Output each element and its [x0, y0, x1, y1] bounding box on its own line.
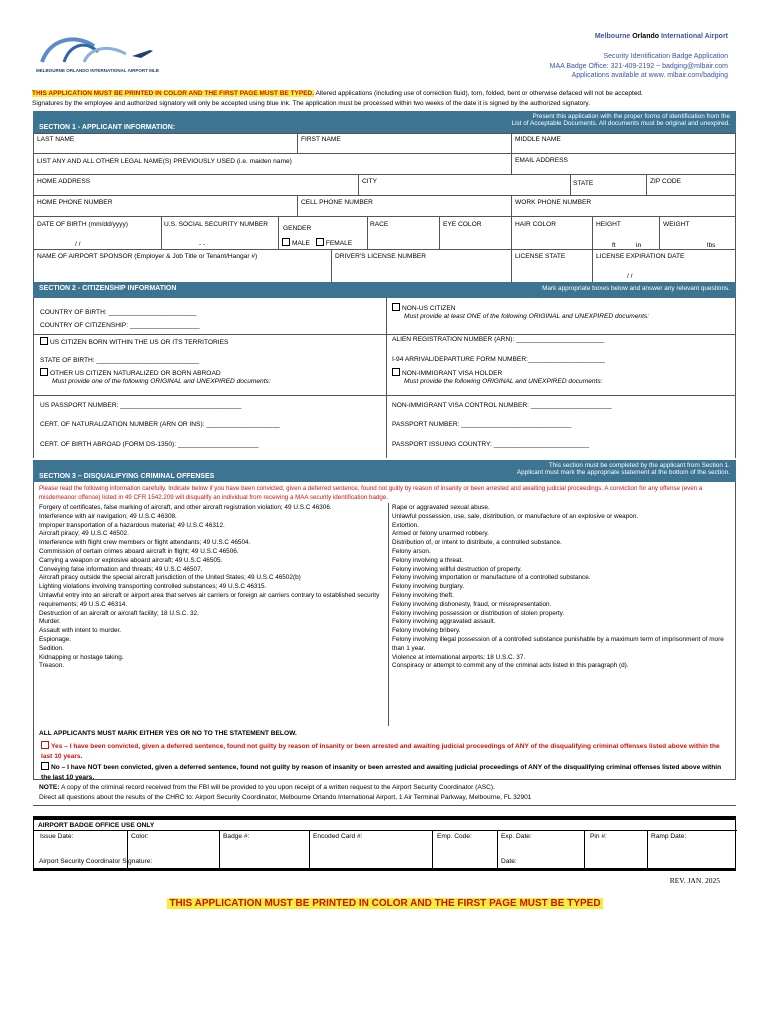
country-of-birth-field[interactable]: COUNTRY OF BIRTH: ________________________ — [40, 309, 197, 316]
signature-date-field[interactable]: Date: — [501, 858, 517, 865]
airport-logo — [36, 32, 166, 76]
chrc-contact: Direct all questions about the results of the CHRC to: Airport Security Coordinator, Melbourne Orlando International Airport, 1 Air Terminal Parkway, Melbourne, FL 32901 — [39, 794, 532, 801]
naturalized-option — [40, 368, 221, 378]
us-born-checkbox[interactable] — [40, 337, 48, 345]
left-offense-item: Interference with flight crew members or flight attendants; 49 U.S.C 46504. — [39, 539, 251, 547]
section3-title: SECTION 3 – DISQUALIFYING CRIMINAL OFFENSES — [39, 473, 215, 480]
exp-date-field[interactable]: Exp. Date: — [501, 833, 532, 840]
emp-code-field[interactable]: Emp. Code: — [437, 833, 472, 840]
zip-field[interactable]: ZIP CODE — [650, 178, 682, 185]
left-offense-item: Destruction of an aircraft or aircraft facility; 18 U.S.C. 32. — [39, 609, 199, 617]
revision-label: REV. JAN. 2025 — [669, 876, 720, 885]
passport-country-field[interactable]: PASSPORT ISSUING COUNTRY: __________________________ — [392, 441, 590, 448]
intro-rest: Altered applications (including use of correction fluid), torn, folded, bent or otherwise defaced will not be accepted. — [314, 90, 643, 97]
us-passport-field[interactable]: US PASSPORT NUMBER: _________________________________ — [40, 402, 242, 409]
city-field[interactable]: CITY — [362, 178, 378, 185]
office-title: AIRPORT BADGE OFFICE USE ONLY — [38, 822, 155, 829]
right-offense-item: Felony involving a threat. — [392, 556, 464, 564]
yes-statement: Yes – I have been convicted, given a deferred sentence, found not guilty by reason of insanity or been arrested and awaiting judicial proceedings of ANY of the disqualifying criminal offenses listed above within the last 10 years. — [41, 743, 720, 760]
weight-lbs-unit: lbs — [707, 242, 716, 249]
ramp-date-field[interactable]: Ramp Date: — [651, 833, 687, 840]
left-offense-item: Carrying a weapon or explosive aboard aircraft; 49 U.S.C 46505. — [39, 556, 223, 564]
section1-header — [33, 111, 736, 133]
passport-number-field[interactable]: PASSPORT NUMBER: ______________________________ — [392, 421, 572, 428]
non-us-option — [392, 303, 455, 313]
right-offense-item: Felony involving illegal possession of a controlled substance punishable by a maximum term of imprisonment of more than 1 year. — [392, 635, 724, 652]
gender-label: GENDER — [283, 225, 312, 232]
left-offense-item: Sedition. — [39, 644, 64, 652]
non-us-checkbox[interactable] — [392, 303, 400, 311]
section3-note — [517, 462, 730, 476]
section1-note — [512, 113, 730, 127]
home-address-field[interactable]: HOME ADDRESS — [37, 178, 91, 185]
section2-title: SECTION 2 - CITIZENSHIP INFORMATION — [39, 285, 177, 292]
left-offense-item: Espionage. — [39, 635, 71, 643]
sponsor-field[interactable]: NAME OF AIRPORT SPONSOR (Employer & Job Title or Tenant/Hangar #) — [37, 253, 258, 260]
last-name-field[interactable]: LAST NAME — [37, 136, 75, 143]
naturalized-checkbox[interactable] — [40, 368, 48, 376]
airport-name — [595, 33, 728, 41]
form-subtitle: Security Identification Badge Application — [603, 53, 728, 60]
license-expiration-field[interactable]: LICENSE EXPIRATION DATE — [596, 253, 685, 260]
state-of-birth-field[interactable]: STATE OF BIRTH: ____________________________ — [40, 357, 200, 364]
ssn-field[interactable]: U.S. SOCIAL SECURITY NUMBER — [164, 221, 269, 228]
visa-control-field[interactable]: NON-IMMIGRANT VISA CONTROL NUMBER: ______________________ — [392, 402, 612, 409]
intro-warning: THIS APPLICATION MUST BE PRINTED IN COLOR AND THE FIRST PAGE MUST BE TYPED. — [32, 90, 315, 97]
left-offense-item: Murder. — [39, 618, 61, 626]
section3-note-2: Applicant must mark the appropriate statement at the bottom of the section. — [516, 469, 730, 476]
license-state-field[interactable]: LICENSE STATE — [515, 253, 566, 260]
section3-header — [33, 460, 736, 482]
intro-line2: Signatures by the employee and authorized signatory will only be accepted using blue ink. The application must be processed within two weeks of the date it is signed by the authorized signatory. — [32, 100, 591, 107]
license-exp-separators: / / — [627, 273, 633, 280]
no-statement: No – I have NOT been convicted, given a deferred sentence, found not guilty by reason of insanity or been arrested and awaiting judicial proceedings of ANY of the disqualifying criminal offenses listed above within the last 10 years. — [41, 764, 722, 781]
issue-date-field[interactable]: Issue Date: — [40, 833, 74, 840]
dob-field[interactable]: DATE OF BIRTH (mm/dd/yyyy) — [37, 221, 128, 228]
section2-header — [33, 282, 736, 298]
naturalized-note: Must provide one of the following ORIGINAL and UNEXPIRED documents: — [52, 378, 271, 385]
office-bottom-rule — [33, 869, 736, 871]
work-phone-field[interactable]: WORK PHONE NUMBER — [515, 199, 592, 206]
left-offense-item: Improper transportation of a hazardous material; 49 U.S.C 46312. — [39, 521, 225, 529]
gender-options — [282, 238, 352, 248]
ssn-separators: - - — [199, 241, 206, 248]
right-offense-item: Felony involving importation or manufacture of a controlled substance. — [392, 574, 591, 582]
right-offense-item: Extortion. — [392, 521, 419, 529]
right-offense-item: Felony involving theft. — [392, 591, 454, 599]
applications-url: Applications available at www. mlbair.com/badging — [571, 72, 728, 79]
visa-holder-label: NON-IMMIGRANT VISA HOLDER — [402, 370, 503, 377]
right-offense-item: Felony involving bribery. — [392, 627, 461, 635]
right-offense-item: Conspiracy or attempt to commit any of the criminal acts listed in this paragraph (d). — [392, 662, 629, 670]
height-in-unit: in — [636, 242, 642, 249]
non-us-label: NON-US CITIZEN — [402, 305, 456, 312]
section1-title: SECTION 1 - APPLICANT INFORMATION: — [39, 124, 176, 131]
left-offense-item: Treason. — [39, 662, 64, 670]
yes-option — [41, 741, 729, 762]
fbi-note — [39, 784, 495, 792]
hair-color-field[interactable]: HAIR COLOR — [515, 221, 557, 228]
left-offense-item: Forgery of certificates, false marking of aircraft, and other aircraft registration violation; 49 U.S.C 46306. — [39, 504, 332, 511]
left-offense-item: Assault with intent to murder. — [39, 627, 122, 635]
left-offense-item: Commission of certain crimes aboard aircraft in flight; 49 U.S.C 46506. — [39, 547, 239, 555]
race-field[interactable]: RACE — [370, 221, 389, 228]
height-ft-unit: ft — [612, 242, 616, 249]
state-field[interactable]: STATE — [573, 180, 594, 187]
no-option — [41, 762, 729, 783]
intro-text — [32, 89, 742, 109]
arn-field[interactable]: ALIEN REGISTRATION NUMBER (ARN): ________________________ — [392, 336, 605, 343]
first-name-field[interactable]: FIRST NAME — [301, 136, 341, 143]
right-offense-list — [392, 504, 730, 671]
left-offense-item: Aircraft piracy outside the special aircraft jurisdiction of the United States; 49 U.S.C 46502(b) — [39, 574, 301, 582]
left-offense-item: Kidnapping or hostage taking. — [39, 653, 124, 661]
footer-warning-text: THIS APPLICATION MUST BE PRINTED IN COLOR AND THE FIRST PAGE MUST BE TYPED — [169, 898, 601, 909]
logo-mark-icon — [36, 32, 166, 68]
country-of-citizenship-field[interactable]: COUNTRY OF CITIZENSHIP: ___________________ — [40, 322, 200, 329]
female-checkbox[interactable] — [316, 238, 324, 246]
right-offense-item: Unlawful possession, use, sale, distribution, or manufacture of an explosive or weapon. — [392, 512, 639, 520]
badge-office-contact: MAA Badge Office: 321-409-2192 ~ badging@mlbair.com — [549, 63, 728, 70]
right-offense-item: Distribution of, or intent to distribute, a controlled substance. — [392, 539, 562, 547]
cell-phone-field[interactable]: CELL PHONE NUMBER — [301, 199, 373, 206]
right-offense-item: Felony involving aggravated assault. — [392, 618, 496, 626]
left-offense-item: Aircraft piracy; 49 U.S.C 46502. — [39, 530, 129, 538]
encoded-card-field[interactable]: Encoded Card #: — [313, 833, 363, 840]
eye-color-field[interactable]: EYE COLOR — [443, 221, 482, 228]
asc-signature-field[interactable]: Airport Security Coordinator Signature: — [39, 858, 153, 865]
visa-holder-checkbox[interactable] — [392, 368, 400, 376]
fbi-note-label: NOTE: — [39, 784, 60, 791]
right-offense-item: Felony involving possession or distribution of stolen property. — [392, 609, 565, 617]
right-offense-item: Felony involving dishonesty, fraud, or misrepresentation. — [392, 600, 552, 608]
right-offense-item: Violence at international airports; 18 U.S.C. 37. — [392, 653, 526, 661]
left-offense-item: Conveying false information and threats; 49 U.S.C 46507. — [39, 565, 203, 573]
airport-name-orlando: Orlando — [632, 33, 660, 40]
right-offense-item: Felony arson. — [392, 547, 431, 555]
i94-field[interactable]: I-94 ARRIVAL/DEPARTURE FORM NUMBER:_____________________ — [392, 356, 605, 363]
right-offense-item: Felony involving willful destruction of property. — [392, 565, 522, 573]
no-checkbox[interactable] — [41, 762, 49, 770]
naturalization-cert-field[interactable]: CERT. OF NATURALIZATION NUMBER (ARN OR INS): ____________________ — [40, 421, 280, 428]
airport-name-pre: Melbourne — [594, 33, 633, 40]
email-field[interactable]: EMAIL ADDRESS — [515, 157, 568, 164]
dob-separators: / / — [75, 241, 81, 248]
right-offense-item: Felony involving burglary. — [392, 583, 464, 591]
airport-name-post: International Airport — [659, 33, 728, 40]
yes-checkbox[interactable] — [41, 741, 49, 749]
section2-note: Mark appropriate boxes below and answer any relevant questions. — [542, 285, 730, 292]
visa-note: Must provide the following ORIGINAL and UNEXPIRED documents: — [404, 378, 603, 385]
non-us-note: Must provide at least ONE of the following ORIGINAL and UNEXPIRED documents: — [404, 313, 650, 320]
left-offense-list — [39, 504, 384, 671]
pin-field[interactable]: Pin #: — [590, 833, 607, 840]
naturalized-label: OTHER US CITIZEN NATURALIZED OR BORN ABROAD — [50, 370, 221, 377]
color-field[interactable]: Color: — [131, 833, 149, 840]
section3-instructions: Please read the following information carefully. Indicate below if you have been convicted, given a deferred sentence, found not guilty by reason of insanity or been arrested and awaiting judicial proceedings. A conviction for any offense (even a misdemeanor offense) listed in 49 CFR 1542.209 will disqualify an individual from receiving a MAA security identification badge. — [39, 485, 703, 501]
female-label: FEMALE — [325, 240, 353, 247]
drivers-license-field[interactable]: DRIVER'S LICENSE NUMBER — [335, 253, 427, 260]
badge-number-field[interactable]: Badge #: — [223, 833, 250, 840]
visa-holder-option — [392, 368, 502, 378]
section1-note-1: Present this application with the proper forms of identification from the — [532, 113, 730, 120]
must-mark-statement: ALL APPLICANTS MUST MARK EITHER YES OR NO TO THE STATEMENT BELOW. — [39, 730, 297, 737]
middle-name-field[interactable]: MIDDLE NAME — [515, 136, 561, 143]
left-offense-item: Unlawful entry into an aircraft or airport area that serves air carriers or foreign air carriers contrary to established security requirements; 49 U.S.C 46314. — [39, 591, 380, 608]
fbi-note-text: A copy of the criminal record received from the FBI will be provided to you upon receipt of a written request to the Airport Security Coordinator (ASC). — [59, 784, 495, 791]
other-names-field[interactable]: LIST ANY AND ALL OTHER LEGAL NAME(S) PREVIOUSLY USED (i.e. maiden name) — [37, 158, 292, 165]
male-checkbox[interactable] — [282, 238, 290, 246]
us-born-label: US CITIZEN BORN WITHIN THE US OR ITS TERRITORIES — [50, 339, 229, 346]
male-label: MALE — [292, 240, 310, 247]
home-phone-field[interactable]: HOME PHONE NUMBER — [37, 199, 113, 206]
right-offense-item: Armed or felony unarmed robbery. — [392, 530, 489, 538]
birth-abroad-cert-field[interactable]: CERT. OF BIRTH ABROAD (FORM DS-1350): ______________________ — [40, 441, 259, 448]
footer-warning — [0, 893, 770, 911]
weight-field[interactable]: WEIGHT — [663, 221, 690, 228]
right-offense-item: Rape or aggravated sexual abuse. — [392, 504, 490, 511]
logo-text: MELBOURNE ORLANDO INTERNATIONAL AIRPORT MLB — [36, 68, 159, 73]
section3-note-1: This section must be completed by the applicant from Section 1. — [548, 462, 730, 469]
section1-note-2: List of Acceptable Documents. All documents must be original and unexpired. — [511, 120, 730, 127]
us-born-option — [40, 337, 228, 347]
height-field[interactable]: HEIGHT — [596, 221, 621, 228]
left-offense-item: Lighting violations involving transporting controlled substances; 49 U.S.C 46315. — [39, 583, 267, 591]
left-offense-item: Interference with air navigation; 49 U.S.C 46308. — [39, 512, 177, 520]
